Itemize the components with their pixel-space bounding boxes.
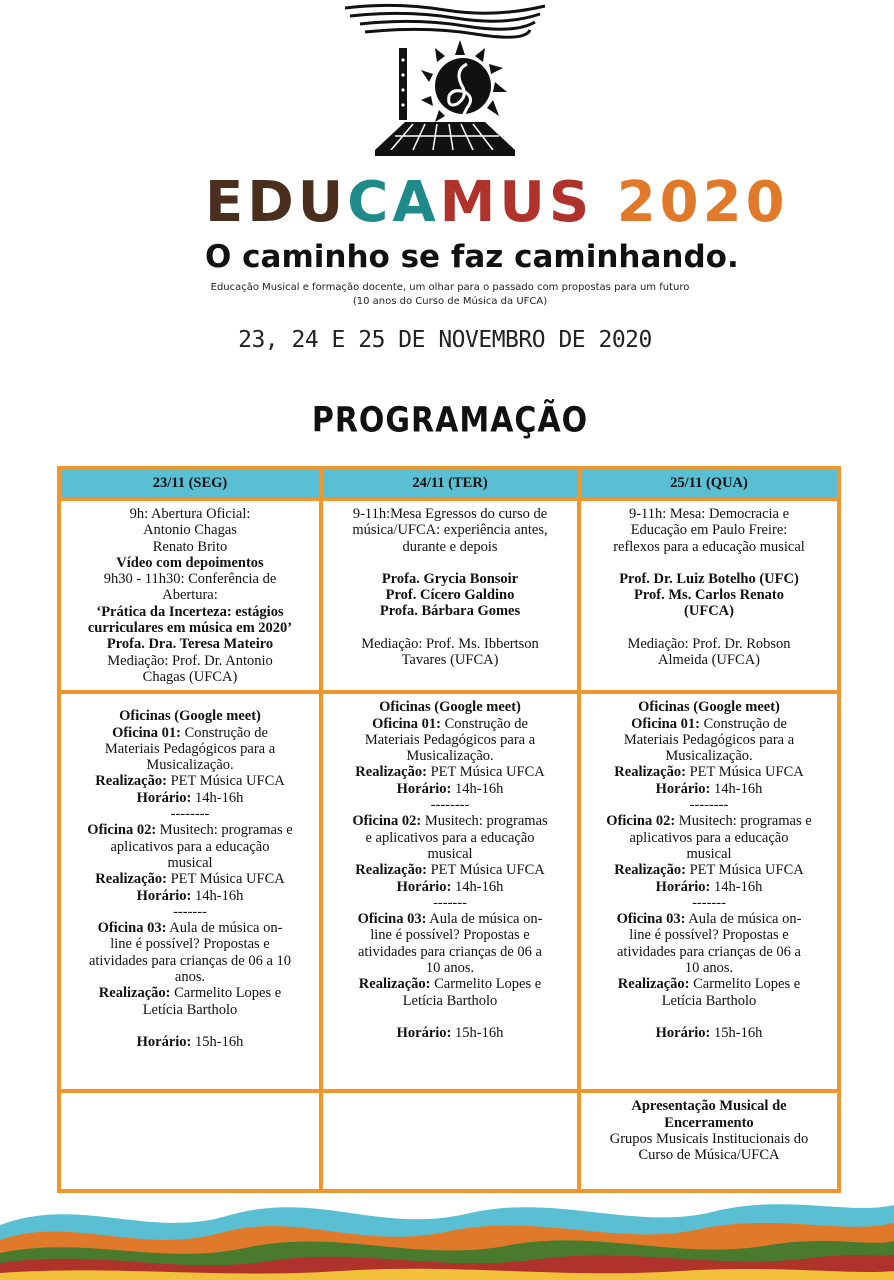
- text-line: Mediação: Prof. Dr. Robson: [627, 635, 791, 652]
- workshops-row: [59, 692, 839, 1091]
- separator: -------: [433, 894, 467, 911]
- text-line: 15h-16h: [195, 1033, 244, 1050]
- cell-day-2-workshops: [321, 692, 579, 1091]
- horario-label: Horário:: [396, 780, 452, 797]
- text-line: Encerramento: [664, 1114, 754, 1131]
- realizacao-label: Realização:: [355, 764, 427, 781]
- program-heading: PROGRAMAÇÃO: [311, 400, 589, 441]
- realizacao-label: Realização:: [355, 862, 427, 879]
- text-line: aplicativos para a educação: [110, 838, 270, 855]
- schedule-header-row: [59, 468, 839, 499]
- text-line: Prof. Dr. Luiz Botelho (UFC): [619, 570, 799, 587]
- separator: --------: [170, 806, 210, 823]
- text-line: 9h: Abertura Oficial:: [129, 506, 251, 522]
- workshop-label: Oficina 03:: [357, 911, 427, 928]
- text-line: Curso de Música/UFCA: [638, 1147, 780, 1164]
- cell-day-1-morning: [59, 499, 321, 692]
- text-line: 10 anos.: [684, 960, 734, 977]
- horario-label: Horário:: [136, 887, 192, 904]
- text-line: Materiais Pedagógicos para a: [364, 731, 536, 748]
- subtitle-line-1: Educação Musical e formação docente, um olhar para o passado com propostas para um futuro: [210, 282, 690, 293]
- event-dates: 23, 24 E 25 DE NOVEMBRO DE 2020: [238, 327, 652, 353]
- text-line: anos.: [174, 969, 206, 986]
- cell-day-1-workshops: [59, 692, 321, 1091]
- workshop-label: Oficina 02:: [606, 813, 676, 830]
- horario-label: Horário:: [655, 780, 711, 797]
- text-line: Carmelito Lopes e: [693, 976, 801, 993]
- text-line: 14h-16h: [455, 780, 504, 797]
- text-line: Mediação: Prof. Ms. Ibbertson: [361, 635, 539, 652]
- column-header-day-2: 24/11 (TER): [321, 468, 579, 499]
- text-line: Prof. Cícero Galdino: [385, 587, 515, 604]
- text-line: ‘Prática da Incerteza: estágios: [96, 603, 284, 620]
- text-line: 14h-16h: [714, 878, 763, 895]
- text-line: Musitech: programas e: [678, 813, 812, 830]
- text-line: Letícia Bartholo: [661, 992, 757, 1009]
- workshops-title: Oficinas (Google meet): [119, 708, 261, 725]
- separator: --------: [689, 797, 729, 814]
- text-line: 15h-16h: [714, 1024, 763, 1041]
- text-line: 14h-16h: [714, 780, 763, 797]
- text-line: Apresentação Musical de: [631, 1098, 787, 1115]
- text-line: Aula de música on-: [688, 911, 802, 928]
- text-line: Antonio Chagas: [143, 522, 237, 539]
- text-line: (UFCA): [684, 603, 734, 620]
- cell-day-1-closing: [59, 1091, 321, 1191]
- text-line: Musicalização.: [146, 757, 234, 774]
- text-line: 10 anos.: [425, 960, 475, 977]
- realizacao-label: Realização:: [358, 976, 431, 993]
- realizacao-label: Realização:: [617, 976, 690, 993]
- text-line: aplicativos para a educação: [629, 829, 789, 846]
- text-line: Vídeo com depoimentos: [116, 554, 264, 571]
- event-title: [205, 170, 789, 235]
- text-line: musical: [167, 854, 213, 871]
- morning-row: [59, 499, 839, 692]
- text-line: PET Música UFCA: [430, 764, 545, 781]
- column-header-day-1: 23/11 (SEG): [59, 468, 321, 499]
- event-title-part-4: 2020: [616, 170, 789, 235]
- text-line: 14h-16h: [195, 789, 244, 806]
- cell-day-2-closing: [321, 1091, 579, 1191]
- text-line: Carmelito Lopes e: [174, 985, 282, 1002]
- educamus-logo: [335, 0, 555, 168]
- text-line: line é possível? Propostas e: [110, 936, 270, 953]
- text-line: musical: [686, 845, 732, 862]
- realizacao-label: Realização:: [95, 773, 167, 790]
- text-line: 9-11h:Mesa Egressos do curso de: [352, 506, 548, 522]
- separator: -------: [692, 894, 726, 911]
- text-line: Aula de música on-: [169, 920, 283, 937]
- text-line: 9-11h: Mesa: Democracia e: [628, 506, 790, 522]
- text-line: Profa. Dra. Teresa Mateiro: [106, 636, 274, 653]
- text-line: Tavares (UFCA): [401, 652, 499, 669]
- text-line: atividades para crianças de 06 a: [358, 943, 542, 960]
- text-line: Prof. Ms. Carlos Renato: [634, 587, 784, 604]
- workshop-label: Oficina 01:: [112, 724, 181, 741]
- realizacao-label: Realização:: [614, 862, 686, 879]
- realizacao-label: Realização:: [614, 764, 686, 781]
- text-line: Materiais Pedagógicos para a: [104, 740, 276, 757]
- horario-label: Horário:: [655, 878, 711, 895]
- text-line: line é possível? Propostas e: [629, 927, 789, 944]
- workshop-label: Oficina 01:: [631, 715, 700, 732]
- text-line: música/UFCA: experiência antes,: [352, 522, 548, 539]
- text-line: Musicalização.: [665, 748, 753, 765]
- text-line: atividades para crianças de 06 a: [617, 943, 801, 960]
- text-line: Educação em Paulo Freire:: [630, 522, 788, 539]
- realizacao-label: Realização:: [98, 985, 171, 1002]
- closing-row: [59, 1091, 839, 1191]
- workshop-label: Oficina 03:: [97, 920, 167, 937]
- text-line: Musicalização.: [406, 748, 494, 765]
- text-line: PET Música UFCA: [170, 773, 285, 790]
- text-line: Construção de: [444, 715, 528, 732]
- text-line: line é possível? Propostas e: [370, 927, 530, 944]
- text-line: Profa. Grycia Bonsoir: [381, 570, 519, 587]
- text-line: atividades para crianças de 06 a 10: [88, 952, 292, 969]
- text-line: Carmelito Lopes e: [434, 976, 542, 993]
- text-line: 14h-16h: [455, 878, 504, 895]
- workshop-label: Oficina 02:: [352, 813, 422, 830]
- text-line: Musitech: programas e: [159, 822, 293, 839]
- text-line: Renato Brito: [152, 538, 228, 555]
- text-line: reflexos para a educação musical: [613, 538, 805, 555]
- text-line: musical: [427, 845, 473, 862]
- text-line: 14h-16h: [195, 887, 244, 904]
- column-header-day-3: 25/11 (QUA): [579, 468, 839, 499]
- text-line: Materiais Pedagógicos para a: [623, 731, 795, 748]
- realizacao-label: Realização:: [95, 871, 167, 888]
- decorative-waves: [0, 1185, 894, 1280]
- cell-day-3-workshops: [579, 692, 839, 1091]
- text-line: PET Música UFCA: [170, 871, 285, 888]
- tagline: O caminho se faz caminhando.: [205, 239, 739, 275]
- workshop-label: Oficina 03:: [616, 911, 686, 928]
- workshop-label: Oficina 02:: [87, 822, 157, 839]
- horario-label: Horário:: [396, 878, 452, 895]
- text-line: Mediação: Prof. Dr. Antonio: [107, 652, 273, 669]
- horario-label: Horário:: [136, 1033, 192, 1050]
- horario-label: Horário:: [396, 1024, 452, 1041]
- cell-day-2-morning: [321, 499, 579, 692]
- text-line: Construção de: [184, 724, 268, 741]
- workshops-title: Oficinas (Google meet): [638, 699, 780, 716]
- text-line: PET Música UFCA: [689, 862, 804, 879]
- horario-label: Horário:: [136, 789, 192, 806]
- text-line: Grupos Musicais Institucionais do: [609, 1130, 809, 1147]
- text-line: Abertura:: [162, 587, 218, 604]
- text-line: PET Música UFCA: [430, 862, 545, 879]
- text-line: Musitech: programas: [424, 813, 548, 830]
- text-line: Chagas (UFCA): [142, 668, 238, 685]
- separator: --------: [430, 797, 470, 814]
- cell-day-3-closing: [579, 1091, 839, 1191]
- event-title-part-1: EDU: [205, 170, 348, 235]
- horario-label: Horário:: [655, 1024, 711, 1041]
- workshop-label: Oficina 01:: [372, 715, 441, 732]
- text-line: Letícia Bartholo: [402, 992, 498, 1009]
- text-line: curriculares em música em 2020’: [87, 620, 293, 637]
- text-line: Profa. Bárbara Gomes: [379, 603, 521, 620]
- event-title-part-2: CA: [347, 170, 440, 235]
- text-line: e aplicativos para a educação: [365, 829, 535, 846]
- separator: -------: [173, 903, 207, 920]
- text-line: durante e depois: [402, 538, 498, 555]
- subtitle-line-2: (10 anos do Curso de Música da UFCA): [352, 296, 548, 307]
- workshops-title: Oficinas (Google meet): [379, 699, 521, 716]
- schedule-table: [57, 466, 841, 1193]
- event-title-part-3: MUS: [439, 170, 617, 235]
- text-line: 15h-16h: [455, 1024, 504, 1041]
- text-line: Letícia Bartholo: [142, 1001, 238, 1018]
- text-line: PET Música UFCA: [689, 764, 804, 781]
- cell-day-3-morning: [579, 499, 839, 692]
- text-line: 9h30 - 11h30: Conferência de: [103, 571, 277, 588]
- text-line: Construção de: [703, 715, 787, 732]
- text-line: Almeida (UFCA): [658, 652, 760, 669]
- text-line: Aula de música on-: [429, 911, 543, 928]
